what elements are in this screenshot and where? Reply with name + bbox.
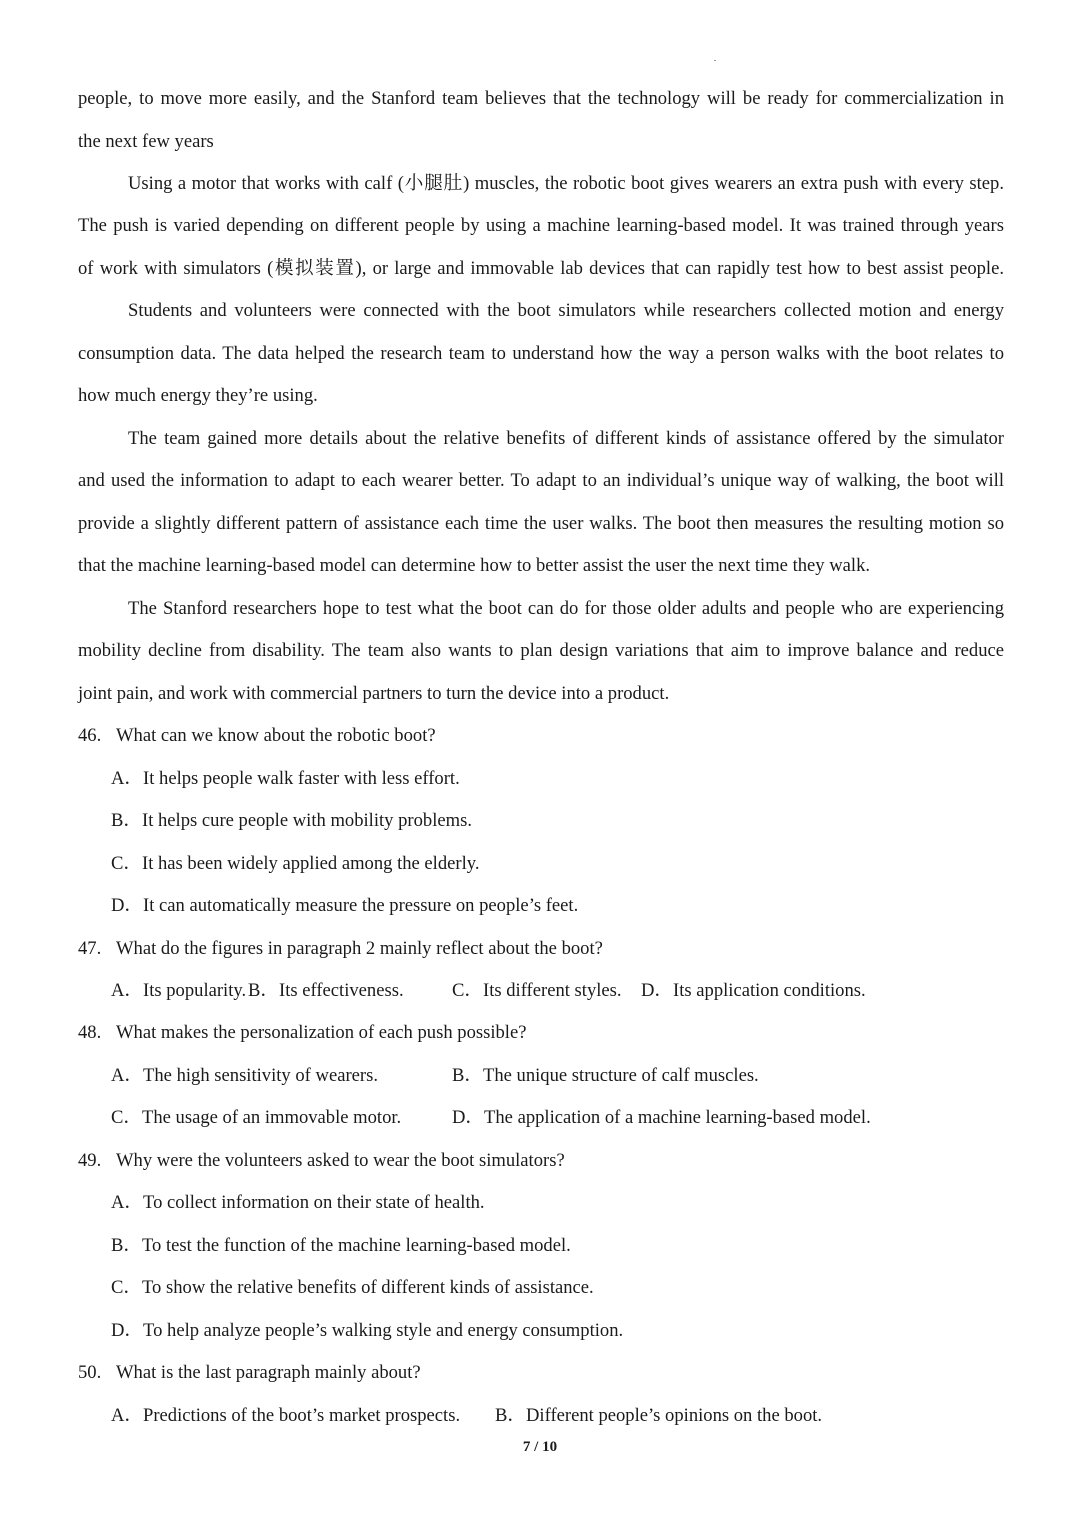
option-b[interactable]: B．To test the function of the machine learning-based model. — [111, 1235, 571, 1256]
option-a[interactable]: A．Its popularity. — [111, 980, 247, 1001]
question-46 — [78, 724, 436, 748]
question-number: 48. — [78, 1022, 102, 1043]
passage-line: The Stanford researchers hope to test what the boot can do for those older adults and people who are experiencing — [128, 598, 1004, 619]
option-a[interactable]: A．Predictions of the boot’s market prospects. — [111, 1405, 461, 1426]
question-number: 49. — [78, 1150, 102, 1171]
option-b[interactable]: B．It helps cure people with mobility problems. — [111, 810, 472, 831]
passage-line: provide a slightly different pattern of assistance each time the user walks. The boot then measures the resulting motion so — [78, 513, 1004, 534]
option-c[interactable]: C．Its different styles. — [452, 980, 622, 1001]
option-d[interactable]: D．Its application conditions. — [641, 980, 866, 1001]
question-49 — [78, 1149, 565, 1173]
question-number: 47. — [78, 938, 102, 959]
question-stem: What do the figures in paragraph 2 mainly reflect about the boot? — [116, 938, 603, 959]
option-b[interactable]: B．Different people’s opinions on the boot. — [495, 1405, 823, 1426]
passage-line: The push is varied depending on different people by using a machine learning-based model. It was trained through years — [78, 215, 1004, 236]
passage-line: people, to move more easily, and the Stanford team believes that the technology will be ready for commercialization in — [78, 88, 1004, 109]
option-a[interactable]: A．The high sensitivity of wearers. — [111, 1065, 378, 1086]
passage-line: how much energy they’re using. — [78, 385, 318, 406]
option-c[interactable]: C．It has been widely applied among the elderly. — [111, 853, 480, 874]
option-a[interactable]: A．It helps people walk faster with less effort. — [111, 768, 460, 789]
passage-line: and used the information to adapt to each wearer better. To adapt to an individual’s unique way of walking, the boot will — [78, 470, 1004, 491]
option-d[interactable]: D．It can automatically measure the pressure on people’s feet. — [111, 895, 579, 916]
passage-line: The team gained more details about the relative benefits of different kinds of assistance offered by the simulator — [128, 428, 1004, 449]
question-47 — [78, 937, 603, 961]
option-b[interactable]: B．Its effectiveness. — [248, 980, 404, 1001]
question-48 — [78, 1021, 526, 1045]
question-number: 50. — [78, 1362, 102, 1383]
passage-line: consumption data. The data helped the research team to understand how the way a person walks with the boot relates to — [78, 343, 1004, 364]
question-stem: What makes the personalization of each push possible? — [116, 1022, 527, 1043]
passage-line: Using a motor that works with calf (小腿肚) muscles, the robotic boot gives wearers an extra push with every step. — [128, 173, 1004, 194]
question-stem: What can we know about the robotic boot? — [116, 725, 436, 746]
question-stem: Why were the volunteers asked to wear the boot simulators? — [116, 1150, 565, 1171]
page-number: 7 / 10 — [522, 1439, 558, 1455]
passage-line: the next few years — [78, 131, 214, 152]
option-b[interactable]: B．The unique structure of calf muscles. — [452, 1065, 759, 1086]
passage-line: of work with simulators (模拟装置), or large and immovable lab devices that can rapidly test how to best assist people. — [78, 258, 1004, 279]
option-a[interactable]: A．To collect information on their state of health. — [111, 1192, 485, 1213]
passage-line: joint pain, and work with commercial partners to turn the device into a product. — [78, 683, 670, 704]
option-d[interactable]: D．To help analyze people’s walking style and energy consumption. — [111, 1320, 624, 1341]
scan-mark — [714, 60, 716, 61]
passage-line: Students and volunteers were connected with the boot simulators while researchers collected motion and energy — [128, 300, 1004, 321]
option-c[interactable]: C．To show the relative benefits of different kinds of assistance. — [111, 1277, 594, 1298]
option-d[interactable]: D．The application of a machine learning-based model. — [452, 1107, 871, 1128]
option-c[interactable]: C．The usage of an immovable motor. — [111, 1107, 402, 1128]
question-50 — [78, 1361, 421, 1385]
question-number: 46. — [78, 725, 102, 746]
passage-line: mobility decline from disability. The team also wants to plan design variations that aim to improve balance and reduce — [78, 640, 1004, 661]
question-stem: What is the last paragraph mainly about? — [116, 1362, 421, 1383]
passage-line: that the machine learning-based model can determine how to better assist the user the next time they walk. — [78, 555, 871, 576]
